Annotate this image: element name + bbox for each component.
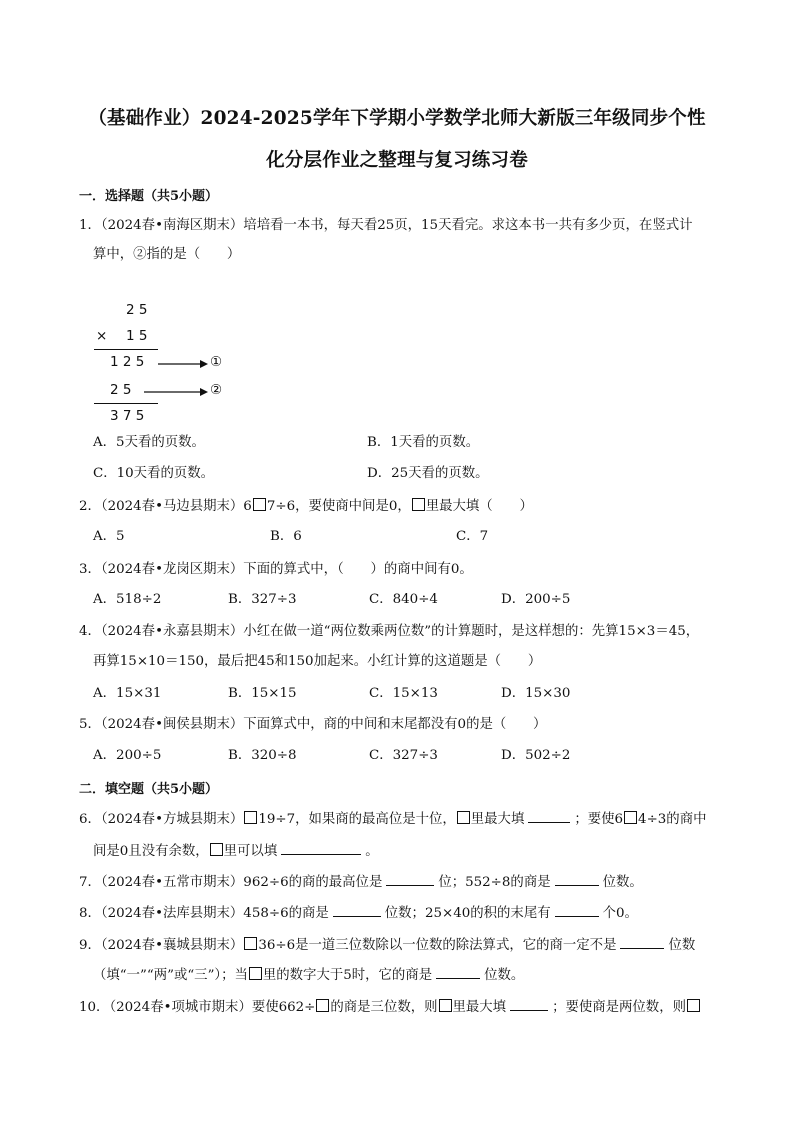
q9-text-d: （填“一”“两”或“三”）；当	[93, 968, 248, 983]
square-box-icon	[244, 937, 257, 950]
arrow-2-icon	[144, 385, 210, 399]
q10-blank-1[interactable]	[510, 996, 548, 1011]
q4-text-line-1: 4．（2024春•永嘉县期末）小红在做一道“两位数乘两位数”的计算题时，是这样想的：先算15×3＝45，	[79, 624, 700, 639]
q10-text-a: 10．（2024春•项城市期末）要使662÷	[79, 1000, 316, 1015]
q2-option-c[interactable]: C．7	[456, 529, 489, 544]
q3-option-c[interactable]: C．840÷4	[369, 592, 438, 607]
q6-text-g: 里可以填	[223, 844, 278, 859]
q6-text-h: 。	[365, 844, 379, 859]
q1-option-b[interactable]: B．1天看的页数。	[367, 435, 480, 450]
vertical-multiplication	[90, 298, 240, 428]
q5-option-b[interactable]: B．320÷8	[228, 748, 297, 763]
q1-option-a[interactable]: A．5天看的页数。	[93, 435, 205, 450]
calc-row-multiplicand: 2 5	[126, 302, 148, 318]
title-line-1: （基础作业）2024-2025学年下学期小学数学北师大新版三年级同步个性	[88, 108, 706, 129]
q9-blank-2[interactable]	[436, 964, 480, 979]
calc-row-partial-1: 1 2 5	[110, 354, 145, 370]
q3-option-a[interactable]: A．518÷2	[93, 592, 162, 607]
q6-text-line-2	[93, 840, 379, 862]
square-box-icon	[244, 811, 257, 824]
calc-marker-2: ②	[210, 382, 223, 398]
q6-text-d: ；要使6	[574, 812, 624, 827]
calc-row-product: 3 7 5	[110, 408, 145, 424]
q2-text-c: 里最大填（ ）	[425, 499, 533, 514]
q7-text	[79, 871, 643, 893]
square-box-icon	[624, 811, 637, 824]
q6-text-e: 4÷3的商中	[638, 812, 707, 827]
q6-blank-2[interactable]	[281, 840, 361, 855]
q4-option-d[interactable]: D．15×30	[501, 686, 571, 701]
q3-option-d[interactable]: D．200÷5	[501, 592, 571, 607]
q10-text-b: 的商是三位数，则	[330, 1000, 438, 1015]
q9-text-a: 9．（2024春•襄城县期末）	[79, 938, 244, 953]
q1-text-line-1: 1．（2024春•南海区期末）培培看一本书，每天看25页，15天看完。求这本书一共有多少页，在竖式计	[79, 218, 693, 233]
calc-times-sign: ×	[96, 328, 108, 344]
square-box-icon	[412, 498, 425, 511]
q6-text-a: 6．（2024春•方城县期末）	[79, 812, 244, 827]
q8-text-b: 位数；25×40的积的末尾有	[384, 906, 551, 921]
q9-text-e: 里的数字大于5时，它的商是	[262, 968, 433, 983]
square-box-icon	[253, 498, 266, 511]
q7-text-c: 位数。	[602, 875, 643, 890]
title-line-2: 化分层作业之整理与复习练习卷	[266, 150, 528, 171]
q6-text-f: 间是0且没有余数，	[93, 844, 209, 859]
q9-text-b: 36÷6是一道三位数除以一位数的除法算式，它的商一定不是	[258, 938, 617, 953]
q3-option-b[interactable]: B．327÷3	[228, 592, 297, 607]
square-box-icon	[249, 967, 262, 980]
q10-text-d: ；要使商是两位数，则	[552, 1000, 686, 1015]
q6-blank-1[interactable]	[528, 808, 570, 823]
q8-text	[79, 902, 638, 924]
q1-text-line-2: 算中，②指的是（ ）	[93, 247, 241, 262]
calc-row-multiplier: 1 5	[126, 328, 148, 344]
q5-option-a[interactable]: A．200÷5	[93, 748, 162, 763]
q4-option-c[interactable]: C．15×13	[369, 686, 438, 701]
q7-text-b: 位；552÷8的商是	[438, 875, 551, 890]
q4-option-b[interactable]: B．15×15	[228, 686, 297, 701]
q1-option-d[interactable]: D．25天看的页数。	[367, 466, 489, 481]
q2-option-b[interactable]: B．6	[270, 529, 302, 544]
q9-text-f: 位数。	[484, 968, 525, 983]
q9-text-line-2	[93, 964, 524, 986]
square-box-icon	[439, 999, 452, 1012]
section-heading-fill: 二．填空题（共5小题）	[79, 782, 219, 797]
square-box-icon	[687, 999, 700, 1012]
q8-blank-2[interactable]	[555, 902, 599, 917]
q1-option-c[interactable]: C．10天看的页数。	[93, 466, 215, 481]
q6-text-line-1	[79, 808, 706, 830]
q8-text-c: 个0。	[602, 906, 638, 921]
q9-blank-1[interactable]	[620, 934, 664, 949]
q2-text-b: 7÷6，要使商中间是0，	[266, 499, 411, 514]
q10-text-c: 里最大填	[452, 1000, 507, 1015]
q7-blank-2[interactable]	[555, 871, 599, 886]
calc-row-partial-2: 2 5	[110, 382, 132, 398]
q4-option-a[interactable]: A．15×31	[93, 686, 162, 701]
square-box-icon	[210, 843, 223, 856]
q2-text-a: 2．（2024春•马边县期末）6	[79, 499, 252, 514]
square-box-icon	[457, 811, 470, 824]
arrow-1-icon	[158, 357, 210, 371]
q5-option-d[interactable]: D．502÷2	[501, 748, 571, 763]
q6-text-c: 里最大填	[470, 812, 525, 827]
q5-text: 5．（2024春•闽侯县期末）下面算式中，商的中间和末尾都没有0的是（ ）	[79, 717, 547, 732]
q8-blank-1[interactable]	[333, 902, 381, 917]
q7-text-a: 7．（2024春•五常市期末）962÷6的商的最高位是	[79, 875, 383, 890]
q4-text-line-2: 再算15×10＝150，最后把45和150加起来。小红计算的这道题是（ ）	[93, 654, 542, 669]
q2-text	[79, 497, 533, 517]
q9-text-line-1	[79, 934, 695, 956]
section-heading-choice: 一．选择题（共5小题）	[79, 189, 219, 204]
q9-text-c: 位数	[668, 938, 696, 953]
q2-option-a[interactable]: A．5	[93, 529, 125, 544]
q8-text-a: 8．（2024春•法库县期末）458÷6的商是	[79, 906, 329, 921]
calc-rule-1	[94, 349, 158, 350]
q3-text: 3．（2024春•龙岗区期末）下面的算式中，（ ）的商中间有0。	[79, 562, 473, 577]
calc-rule-2	[94, 403, 158, 404]
square-box-icon	[316, 999, 329, 1012]
q5-option-c[interactable]: C．327÷3	[369, 748, 438, 763]
q6-text-b: 19÷7，如果商的最高位是十位，	[258, 812, 456, 827]
calc-marker-1: ①	[210, 354, 223, 370]
q10-text	[79, 996, 701, 1018]
q7-blank-1[interactable]	[386, 871, 434, 886]
